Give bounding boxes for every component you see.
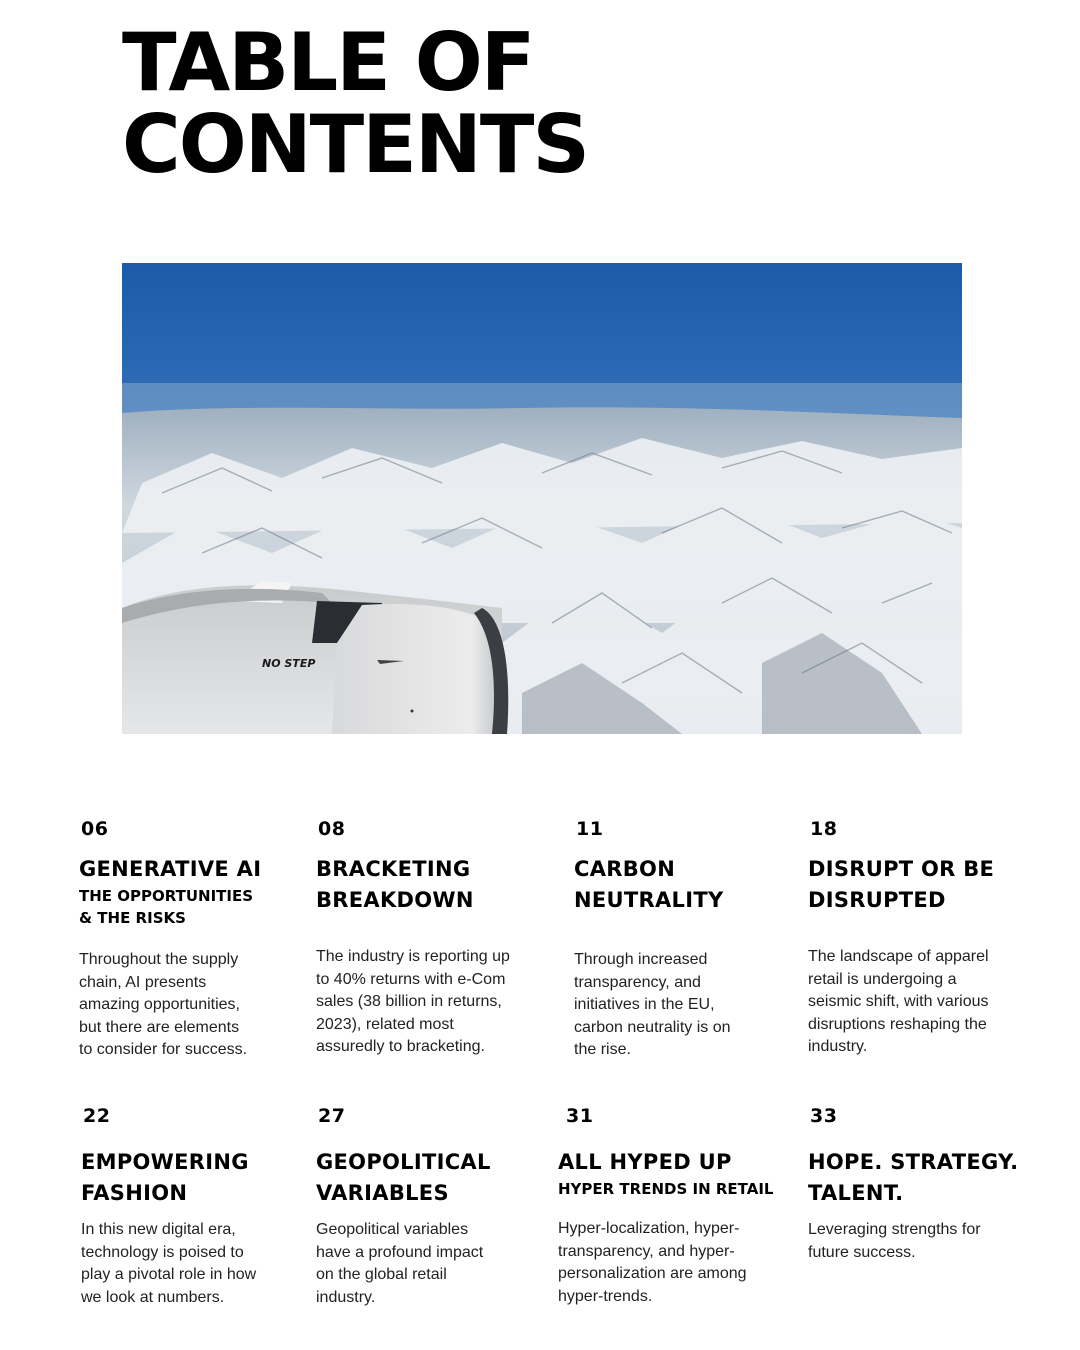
title-line-2: CONTENTS xyxy=(122,98,589,191)
toc-description: Through increased transparency, and initiatives in the EU, carbon neutrality is on the rise. xyxy=(574,951,731,1059)
toc-subheading: THE OPPORTUNITIES & THE RISKS xyxy=(79,887,254,927)
toc-heading: GENERATIVE AI xyxy=(79,857,262,881)
toc-heading: DISRUPT OR BE DISRUPTED xyxy=(808,857,995,912)
toc-entry-08[interactable] xyxy=(316,818,546,1059)
toc-entry-22[interactable] xyxy=(81,1105,291,1309)
toc-page-number: 22 xyxy=(83,1105,111,1127)
toc-entry-11[interactable] xyxy=(574,818,784,1062)
toc-heading: GEOPOLITICAL VARIABLES xyxy=(316,1150,491,1205)
toc-page-number: 18 xyxy=(810,818,838,840)
toc-description: Leveraging strengths for future success. xyxy=(808,1221,981,1261)
toc-heading: CARBON NEUTRALITY xyxy=(574,857,724,912)
toc-page-number: 31 xyxy=(566,1105,594,1127)
toc-heading: HOPE. STRATEGY. TALENT. xyxy=(808,1150,1019,1205)
toc-heading: BRACKETING BREAKDOWN xyxy=(316,857,474,912)
toc-subheading: HYPER TRENDS IN RETAIL xyxy=(558,1180,774,1198)
toc-description: The industry is reporting up to 40% returns with e-Com sales (38 billion in returns, 2023), related most assuredly to bracketing. xyxy=(316,948,510,1056)
toc-description: Hyper-localization, hyper- transparency, and hyper- personalization are among hyper-trends. xyxy=(558,1220,747,1305)
toc-description: Throughout the supply chain, AI presents amazing opportunities, but there are elements to consider for success. xyxy=(79,951,248,1059)
toc-entry-27[interactable] xyxy=(316,1105,536,1309)
page-title xyxy=(122,16,589,191)
toc-page-number: 27 xyxy=(318,1105,346,1127)
toc-description: The landscape of apparel retail is undergoing a seismic shift, with various disruptions reshaping the industry. xyxy=(808,948,989,1056)
toc-description: In this new digital era, technology is poised to play a pivotal role in how we look at numbers. xyxy=(81,1221,257,1306)
hero-photo xyxy=(122,263,962,734)
title-line-1: TABLE OF xyxy=(122,16,534,109)
toc-entry-18[interactable] xyxy=(808,818,1028,1059)
toc-page-number: 08 xyxy=(318,818,346,840)
engine-label: NO STEP xyxy=(262,657,316,670)
toc-heading: EMPOWERING FASHION xyxy=(81,1150,249,1205)
toc-heading: ALL HYPED UP xyxy=(558,1150,732,1174)
toc-entry-06[interactable] xyxy=(79,818,289,1062)
toc-entry-31[interactable] xyxy=(558,1105,798,1308)
toc-page-number: 33 xyxy=(810,1105,838,1127)
toc-description: Geopolitical variables have a profound impact on the global retail industry. xyxy=(316,1221,484,1306)
toc-page-number: 11 xyxy=(576,818,604,840)
toc-entry-33[interactable] xyxy=(808,1105,1038,1264)
toc-page-number: 06 xyxy=(81,818,109,840)
